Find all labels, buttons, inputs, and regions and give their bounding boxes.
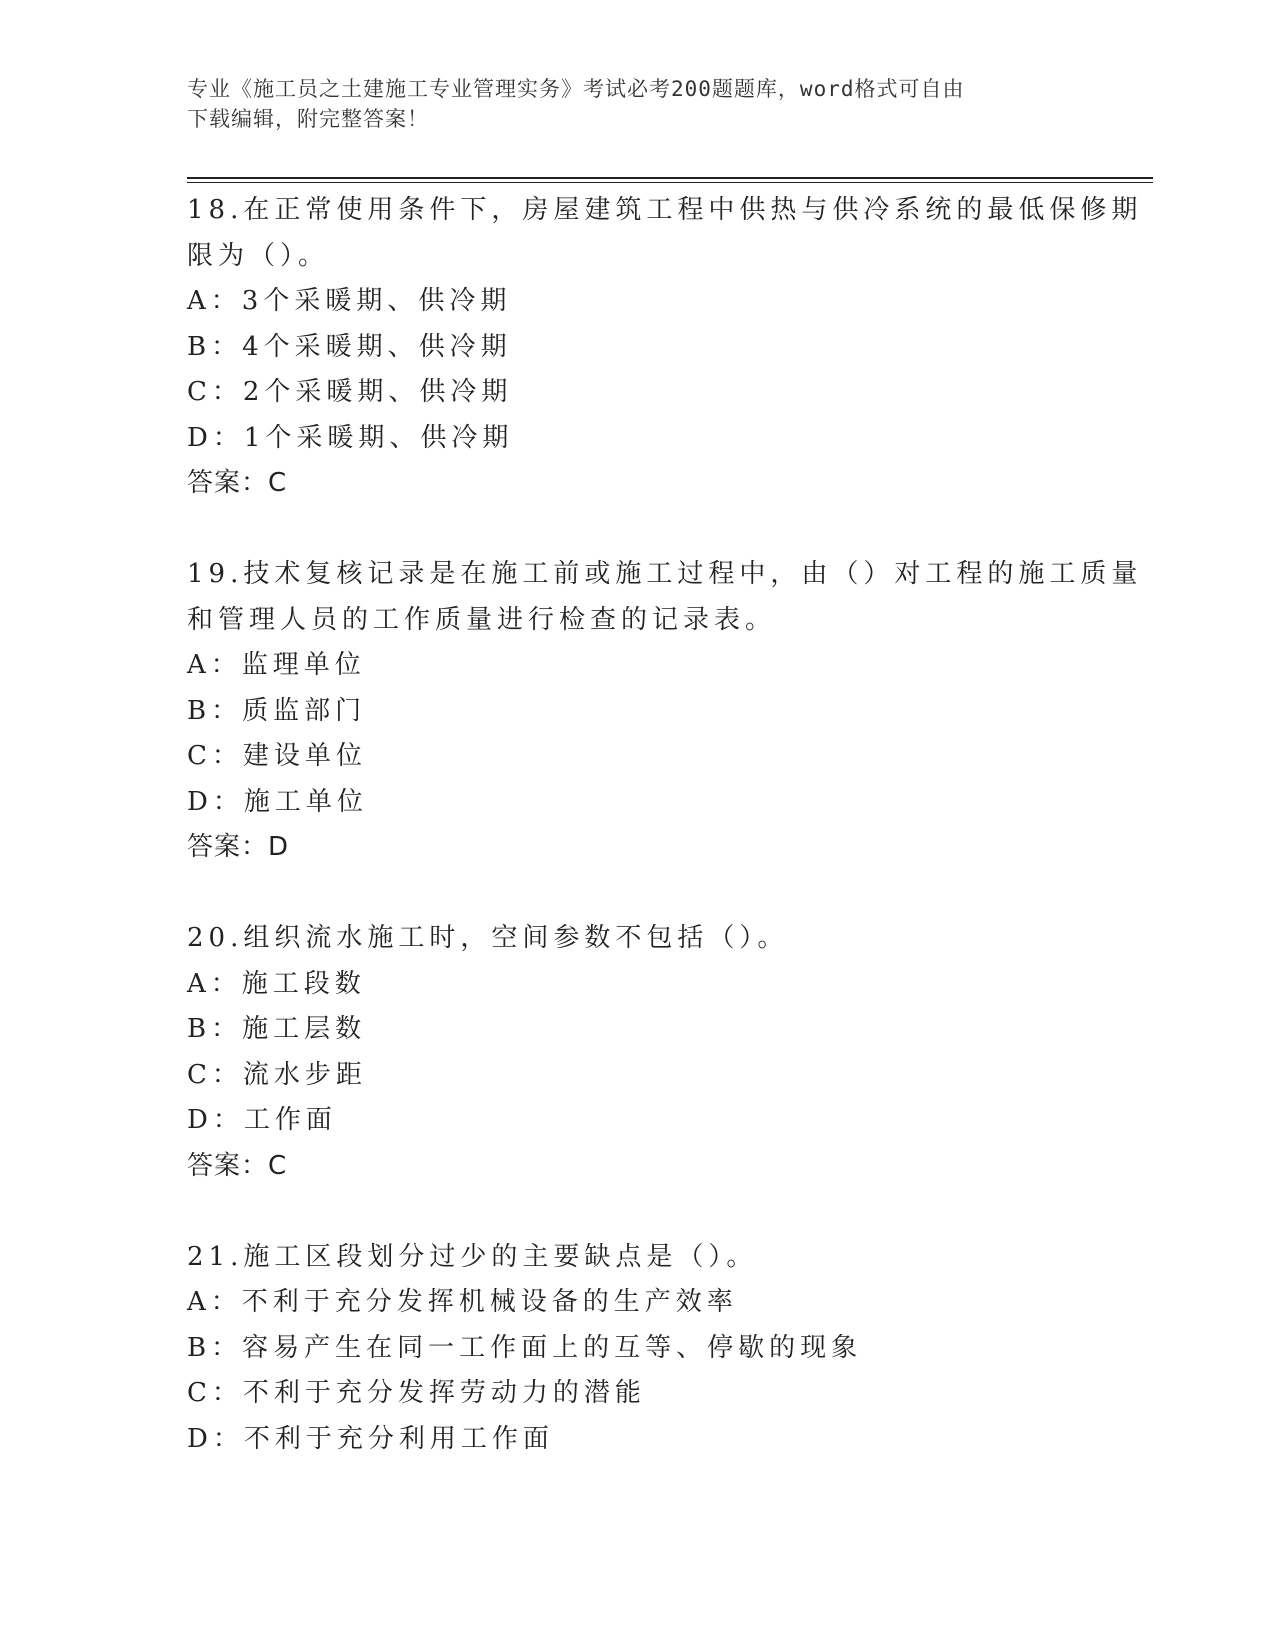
option-b: B：质监部门 bbox=[187, 695, 367, 726]
spacer bbox=[187, 1189, 1087, 1235]
option-a: A：监理单位 bbox=[187, 650, 366, 680]
header-divider-thick bbox=[187, 177, 1153, 179]
option-d: D：工作面 bbox=[187, 1105, 337, 1135]
question-stem: 限为（）。 bbox=[187, 240, 330, 271]
question-21 bbox=[187, 1235, 1087, 1463]
header-line-2: 下载编辑，附完整答案！ bbox=[187, 107, 429, 131]
question-stem: 20.组织流水施工时，空间参数不包括（）。 bbox=[187, 923, 789, 953]
option-c: C：流水步距 bbox=[187, 1059, 367, 1090]
spacer bbox=[187, 507, 1087, 553]
answer-label: 答案：D bbox=[187, 832, 290, 862]
question-list bbox=[187, 188, 1143, 1462]
option-b: B：4个采暖期、供冷期 bbox=[187, 331, 512, 362]
option-d: D：施工单位 bbox=[187, 786, 368, 817]
question-stem: 19.技术复核记录是在施工前或施工过程中，由（）对工程的施工质量 bbox=[187, 559, 1143, 589]
question-19 bbox=[187, 552, 1143, 871]
header-line-1: 专业《施工员之土建施工专业管理实务》考试必考200题题库，word格式可自由 bbox=[187, 77, 965, 101]
spacer bbox=[187, 871, 1087, 917]
document-header bbox=[187, 74, 1067, 134]
option-a: A：不利于充分发挥机械设备的生产效率 bbox=[187, 1287, 738, 1317]
option-d: D：1个采暖期、供冷期 bbox=[187, 422, 514, 453]
option-b: B：容易产生在同一工作面上的互等、停歇的现象 bbox=[187, 1332, 863, 1363]
option-a: A：3个采暖期、供冷期 bbox=[187, 286, 512, 316]
option-a: A：施工段数 bbox=[187, 968, 366, 999]
option-c: C：建设单位 bbox=[187, 741, 367, 771]
question-stem: 和管理人员的工作质量进行检查的记录表。 bbox=[187, 604, 777, 635]
option-b: B：施工层数 bbox=[187, 1014, 367, 1044]
answer-label: 答案：C bbox=[187, 468, 288, 498]
question-stem: 18.在正常使用条件下，房屋建筑工程中供热与供冷系统的最低保修期 bbox=[187, 195, 1143, 225]
answer-label: 答案：C bbox=[187, 1150, 288, 1181]
question-18 bbox=[187, 188, 1143, 507]
header-divider-thin bbox=[187, 182, 1153, 183]
question-stem: 21.施工区段划分过少的主要缺点是（）。 bbox=[187, 1241, 758, 1272]
option-c: C：2个采暖期、供冷期 bbox=[187, 377, 513, 407]
option-d: D：不利于充分利用工作面 bbox=[187, 1423, 554, 1454]
question-20 bbox=[187, 916, 1087, 1189]
option-c: C：不利于充分发挥劳动力的潜能 bbox=[187, 1378, 646, 1408]
